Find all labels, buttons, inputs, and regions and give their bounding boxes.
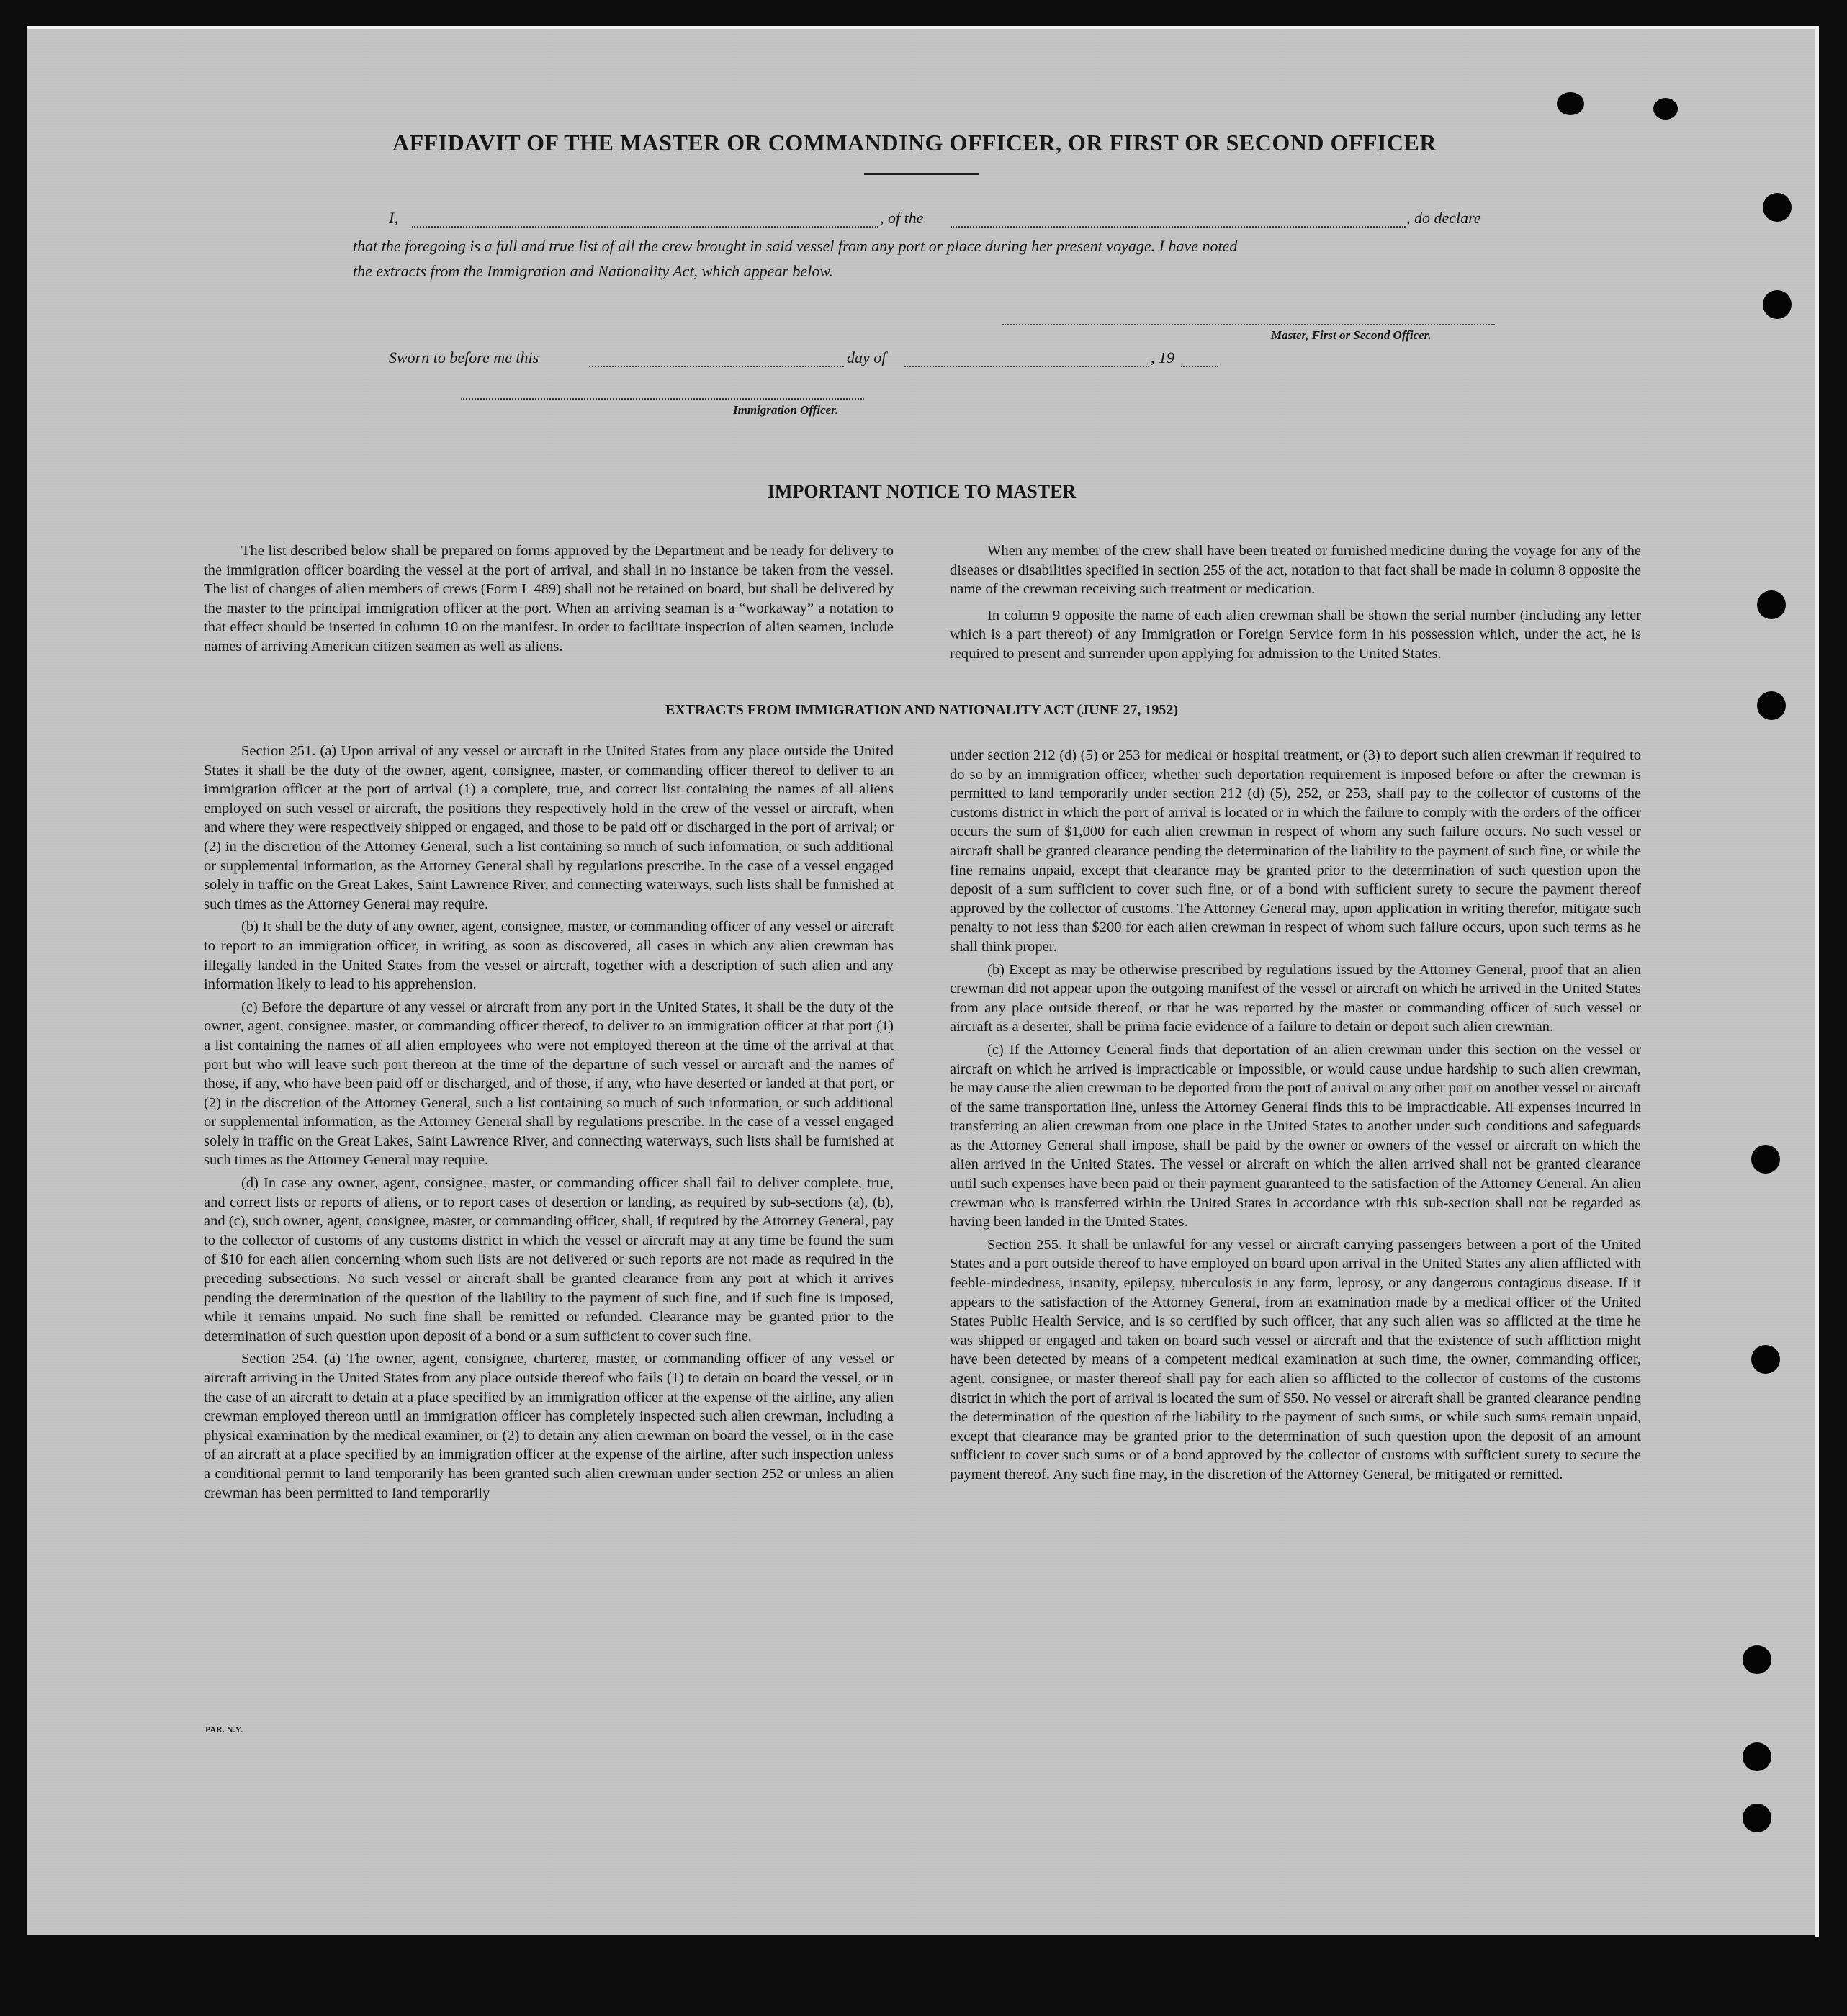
name-field[interactable] <box>412 226 878 228</box>
sworn-day-field[interactable] <box>589 366 844 367</box>
officer-signature-label: Immigration Officer. <box>733 403 839 417</box>
page-edge-top <box>27 26 1817 29</box>
notice-title: IMPORTANT NOTICE TO MASTER <box>767 481 1077 502</box>
extracts-title: EXTRACTS FROM IMMIGRATION AND NATIONALITY ACT (JUNE 27, 1952) <box>665 702 1179 718</box>
punch-hole <box>1763 193 1792 222</box>
page-edge-right <box>1815 26 1819 1937</box>
officer-signature-line[interactable] <box>461 398 864 400</box>
master-signature-line[interactable] <box>1002 324 1495 325</box>
sworn-month-field[interactable] <box>904 366 1149 367</box>
extracts-right-column <box>950 746 1641 1488</box>
ink-blot <box>1557 92 1584 115</box>
section-251-c: (c) Before the departure of any vessel or aircraft from any port in the United States, it shall be the duty of the owner, agent, consignee, master, or commanding officer thereof, to deliver to an immigration officer at that port (1) a list containing the names of all alien employees who were not employed thereon at the time of the arrival at that port but who will leave such port thereon at the time of the departure of such vessel or aircraft and the names of those, if any, who have been paid off or discharged, and of those, if any, who have deserted or landed at that port, or (2) in the discretion of the Attorney General, such a list containing so much of such information, or such additional or supplemental information, as the Attorney General shall by regulations prescribe. In the case of a vessel engaged solely in traffic on the Great Lakes, Saint Lawrence River, and connecting waterways, such lists shall be furnished at such times as the Attorney General may require. <box>204 999 894 1169</box>
sworn-label: Sworn to before me this <box>389 348 539 366</box>
notice-paragraph: The list described below shall be prepared on forms approved by the Department and be ready for delivery to the immigration officer boarding the vessel at the port of arrival, and shall in no instance be taken from the vessel. The list of changes of alien members of crews (Form I–489) shall not be retained on board, but shall be delivered by the master to the principal immigration officer at the port. When an arriving seaman is a “workaway” a notation to that effect should be inserted in column 10 on the manifest. In order to facilitate inspection of alien seamen, include names of arriving American citizen seamen as well as aliens. <box>204 543 894 654</box>
section-254-a: Section 254. (a) The owner, agent, consignee, charterer, master, or commanding officer of any vessel or aircraft arriving in the United States from any place outside thereof who fails (1) to detain on board the vessel, or in the case of an aircraft to detain at a place specified by an immigration officer at the expense of the airline, any alien crewman employed thereon until an immigration officer has completely inspected such alien crewman, including a physical examination by the medical examiner, or (2) to detain any alien crewman on board the vessel, or in the case of an aircraft at a place specified by an immigration officer at the expense of the airline, after such inspection unless a conditional permit to land temporarily has been granted such alien crewman under section 252 or unless an alien crewman has been permitted to land temporarily <box>204 1351 894 1501</box>
print-code: PAR. N.Y. <box>205 1724 243 1734</box>
master-signature-label: Master, First or Second Officer. <box>1271 328 1432 342</box>
punch-hole <box>1743 1645 1771 1674</box>
sworn-year-field[interactable] <box>1181 366 1218 367</box>
vessel-field[interactable] <box>951 226 1406 228</box>
section-251-b: (b) It shall be the duty of any owner, agent, consignee, master, or commanding officer of any vessel or aircraft to report to an immigration officer, in writing, as soon as discovered, all cases in which any alien crewman has illegally landed in the United States from the vessel or aircraft, together with a description of such alien and any information likely to lead to his apprehension. <box>204 919 894 993</box>
notice-paragraph: In column 9 opposite the name of each alien crewman shall be shown the serial number (including any letter which is a part thereof) of any Immigration or Foreign Service form in his possession which, under the act, he is required to present and surrender upon applying for admission to the United States. <box>950 607 1641 662</box>
do-declare-label: , do declare <box>1406 209 1481 227</box>
punch-hole <box>1743 1742 1771 1771</box>
extracts-left-column <box>204 742 894 1506</box>
affidavit-title: AFFIDAVIT OF THE MASTER OR COMMANDING OFFICER, OR FIRST OR SECOND OFFICER <box>392 130 1437 156</box>
day-of-label: day of <box>847 348 886 366</box>
title-underline <box>864 173 979 175</box>
section-251-a: Section 251. (a) Upon arrival of any vessel or aircraft in the United States from any place outside the United States it shall be the duty of the owner, agent, consignee, master, or commanding officer thereof to deliver to an immigration officer at the port of arrival (1) a complete, true, and correct list containing the names of all aliens employed on such vessel or aircraft, the positions they respectively hold in the crew of the vessel or aircraft, when and where they were respectively shipped or engaged, and those to be paid off or discharged in the port of arrival; or (2) in the discretion of the Attorney General, such a list containing so much of such information, or such additional or supplemental information, as the Attorney General shall by regulations prescribe. In the case of a vessel engaged solely in traffic on the Great Lakes, Saint Lawrence River, and connecting waterways, such lists shall be furnished at such times as the Attorney General may require. <box>204 743 894 912</box>
section-254-c: (c) If the Attorney General finds that deportation of an alien crewman under this section on the vessel or aircraft on which he arrived is impracticable or impossible, or would cause undue hardship to such alien crewman, he may cause the alien crewman to be deported from the port of arrival or any other port on another vessel or aircraft of the same transportation line, unless the Attorney General finds this to be impracticable. All expenses incurred in transferring an alien crewman from one place in the United States to another under such conditions and safeguards as the Attorney General shall impose, shall be paid by the owner or owners of the vessel or aircraft on which the alien arrived in the United States. The vessel or aircraft on which the alien arrived shall not be granted clearance until such expenses have been paid or their payment guaranteed to the satisfaction of the Attorney General. An alien crewman who is transferred within the United States in accordance with this sub-section shall not be regarded as having been landed in the United States. <box>950 1041 1641 1230</box>
punch-hole <box>1757 590 1786 619</box>
section-254-b: (b) Except as may be otherwise prescribed by regulations issued by the Attorney General, proof that an alien crewman did not appear upon the outgoing manifest of the vessel or aircraft on which he arrived in the United States from any place outside thereof, or that he was reported by the master or commanding officer of such vessel or aircraft as a deserter, shall be prima facie evidence of a failure to detain or deport such alien crewman. <box>950 961 1641 1035</box>
statement-line-1: that the foregoing is a full and true list of all the crew brought in said vessel from any port or place during her present voyage. I have noted <box>353 237 1238 255</box>
punch-hole <box>1743 1804 1771 1832</box>
punch-hole <box>1757 691 1786 720</box>
statement-line-2: the extracts from the Immigration and Nationality Act, which appear below. <box>353 262 833 280</box>
notice-paragraph: When any member of the crew shall have been treated or furnished medicine during the voyage for any of the diseases or disabilities specified in section 255 of the act, notation to that fact shall be made in column 8 opposite the name of the crewman receiving such treatment or medication. <box>950 543 1641 598</box>
section-254-a-continued: under section 212 (d) (5) or 253 for medical or hospital treatment, or (3) to deport such alien crewman if required to do so by an immigration officer, whether such deportation requirement is imposed before or after the crewman is permitted to land temporarily under section 212 (d) (5), 252, or 253, shall pay to the collector of customs of the customs district in which the port of arrival is located or in which the failure to comply with the orders of the officer occurs the sum of $1,000 for each alien crewman in respect of whom any such failure occurs. No such vessel or aircraft shall be granted clearance pending the determination of the liability to the payment of such fine, or while the fine remains unpaid, except that clearance may be granted prior to the determination of such question upon the deposit of a sum sufficient to cover such fine, or of a bond with sufficient surety to secure the payment thereof approved by the collector of customs. The Attorney General may, upon application in writing therefor, mitigate such penalty to not less than $200 for each alien crewman in respect of whom such failure occurs, upon such terms as he shall think proper. <box>950 747 1641 955</box>
section-251-d: (d) In case any owner, agent, consignee, master, or commanding officer shall fail to deliver complete, true, and correct lists or reports of aliens, or to report cases of desertion or landing, as required by sub-sections (a), (b), and (c), such owner, agent, consignee, master, or commanding officer, shall, if required by the Attorney General, pay to the collector of customs of any customs district in which the vessel or aircraft may at any time be found the sum of $10 for each alien concerning whom such lists are not delivered or such reports are not made as required in the preceding subsections. No such vessel or aircraft shall be granted clearance from any port at which it arrives pending the determination of the question of the liability to the payment of such fine, and if such fine is imposed, while it remains unpaid. No such fine shall be remitted or refunded. Clearance may be granted prior to the determination of such question upon deposit of a bond or a sum sufficient to cover such fine. <box>204 1175 894 1344</box>
punch-hole <box>1751 1345 1780 1374</box>
year-label: , 19 <box>1151 348 1174 366</box>
of-the-label: , of the <box>880 209 924 227</box>
ink-blot <box>1653 98 1678 120</box>
notice-right-column <box>950 541 1641 667</box>
section-255: Section 255. It shall be unlawful for any vessel or aircraft carrying passengers between a port of the United States and a port outside thereof to have employed on board upon arrival in the United States any alien afflicted with feeble-mindedness, insanity, epilepsy, tuberculosis in any form, leprosy, or any dangerous contagious disease. If it appears to the satisfaction of the Attorney General, from an examination made by a medical officer of the United States Public Health Service, and is so certified by such officer, that any such alien was so afflicted at the time he was shipped or engaged and taken on board such vessel or aircraft and that the existence of such affliction might have been detected by means of a competent medical examination at such time, the owner, commanding officer, agent, consignee, or master thereof shall pay for each alien so afflicted to the collector of customs of the customs district in which the port of arrival is located the sum of $50. No vessel or aircraft shall be granted clearance pending the determination of the question of the liability to the payment of such sums, or while such sums remain unpaid, except that clearance may be granted prior to the determination of such question upon the deposit of an amount sufficient to cover such sums or of a bond approved by the collector of customs with sufficient surety to secure the payment thereof. Any such fine may, in the discretion of the Attorney General, be mitigated or remitted. <box>950 1236 1641 1482</box>
i-label: I, <box>389 209 398 227</box>
notice-left-column <box>204 541 894 660</box>
punch-hole <box>1763 290 1792 319</box>
punch-hole <box>1751 1145 1780 1174</box>
